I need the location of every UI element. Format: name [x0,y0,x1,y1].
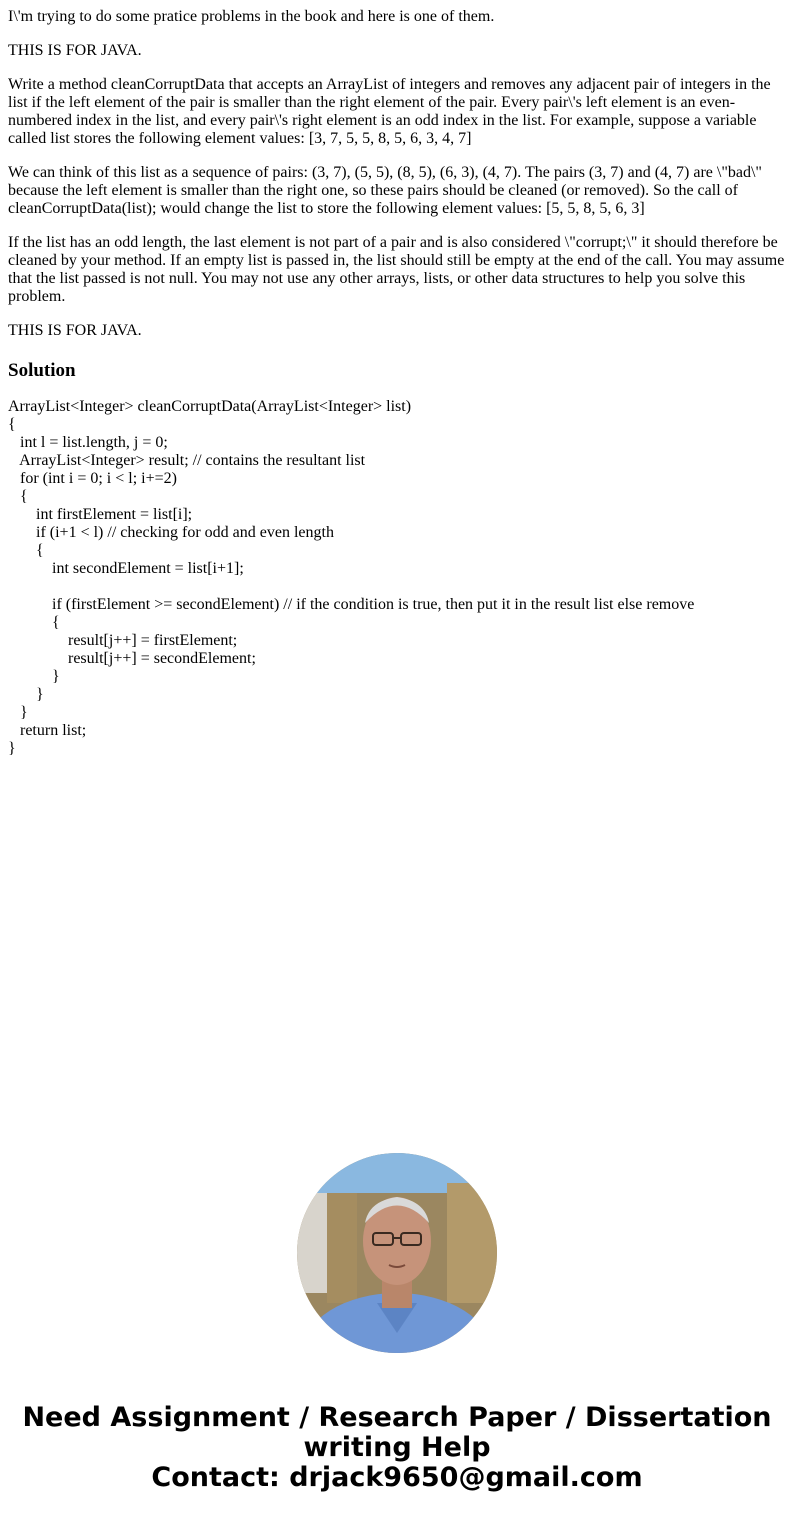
solution-code: ArrayList<Integer> cleanCorruptData(ArrayList<Integer> list) { int l = list.length, j = 0; ArrayList<Integer> result; // contains the resultant list for (int i = 0; i < l; i+=2) { int firstElement = list[i]; if (i+1 < l) // checking for odd and even length { int secondElement = list[i+1]; if (firstElement >= secondElement) // if the condition is true, then put it in the result list else remove { result[j++] = firstElement; result[j++] = secondElement; } } } return list; } [8,398,695,757]
author-avatar [297,1153,497,1353]
author-portrait-image [297,1153,497,1353]
question-intro: I\'m trying to do some pratice problems in the book and here is one of them. [8,8,495,25]
java-note: THIS IS FOR JAVA. [8,322,142,339]
promo-line: Need Assignment / Research Paper / Dissertation [22,1402,772,1433]
question-content [8,8,789,758]
solution-heading: Solution [8,360,76,381]
java-note: THIS IS FOR JAVA. [8,42,142,59]
promo-contact: Contact: drjack9650@gmail.com [151,1462,643,1493]
promo-line: writing Help [303,1432,491,1463]
question-paragraph: If the list has an odd length, the last element is not part of a pair and is also considered \"corrupt;\" it should therefore be cleaned by your method. If an empty list is passed in, the list should still be empty at the end of the call. You may assume that the list passed is not null. You may not use any other arrays, lists, or other data structures to help you solve this problem. [8,234,789,305]
question-paragraph: Write a method cleanCorruptData that accepts an ArrayList of integers and removes any adjacent pair of integers in the list if the left element of the pair is smaller than the right element of the pair. Every pair\'s left element is an even-numbered index in the list, and every pair\'s right element is an odd index in the list. For example, suppose a variable called list stores the following element values: [3, 7, 5, 5, 8, 5, 6, 3, 4, 7] [8,76,775,147]
question-paragraph: We can think of this list as a sequence of pairs: (3, 7), (5, 5), (8, 5), (6, 3), (4, 7). The pairs (3, 7) and (4, 7) are \"bad\" because the left element is smaller than the right one, so these pairs should be cleaned (or removed). So the call of cleanCorruptData(list); would change the list to store the following element values: [5, 5, 8, 5, 6, 3] [8,164,766,217]
promo-banner [0,1403,794,1493]
